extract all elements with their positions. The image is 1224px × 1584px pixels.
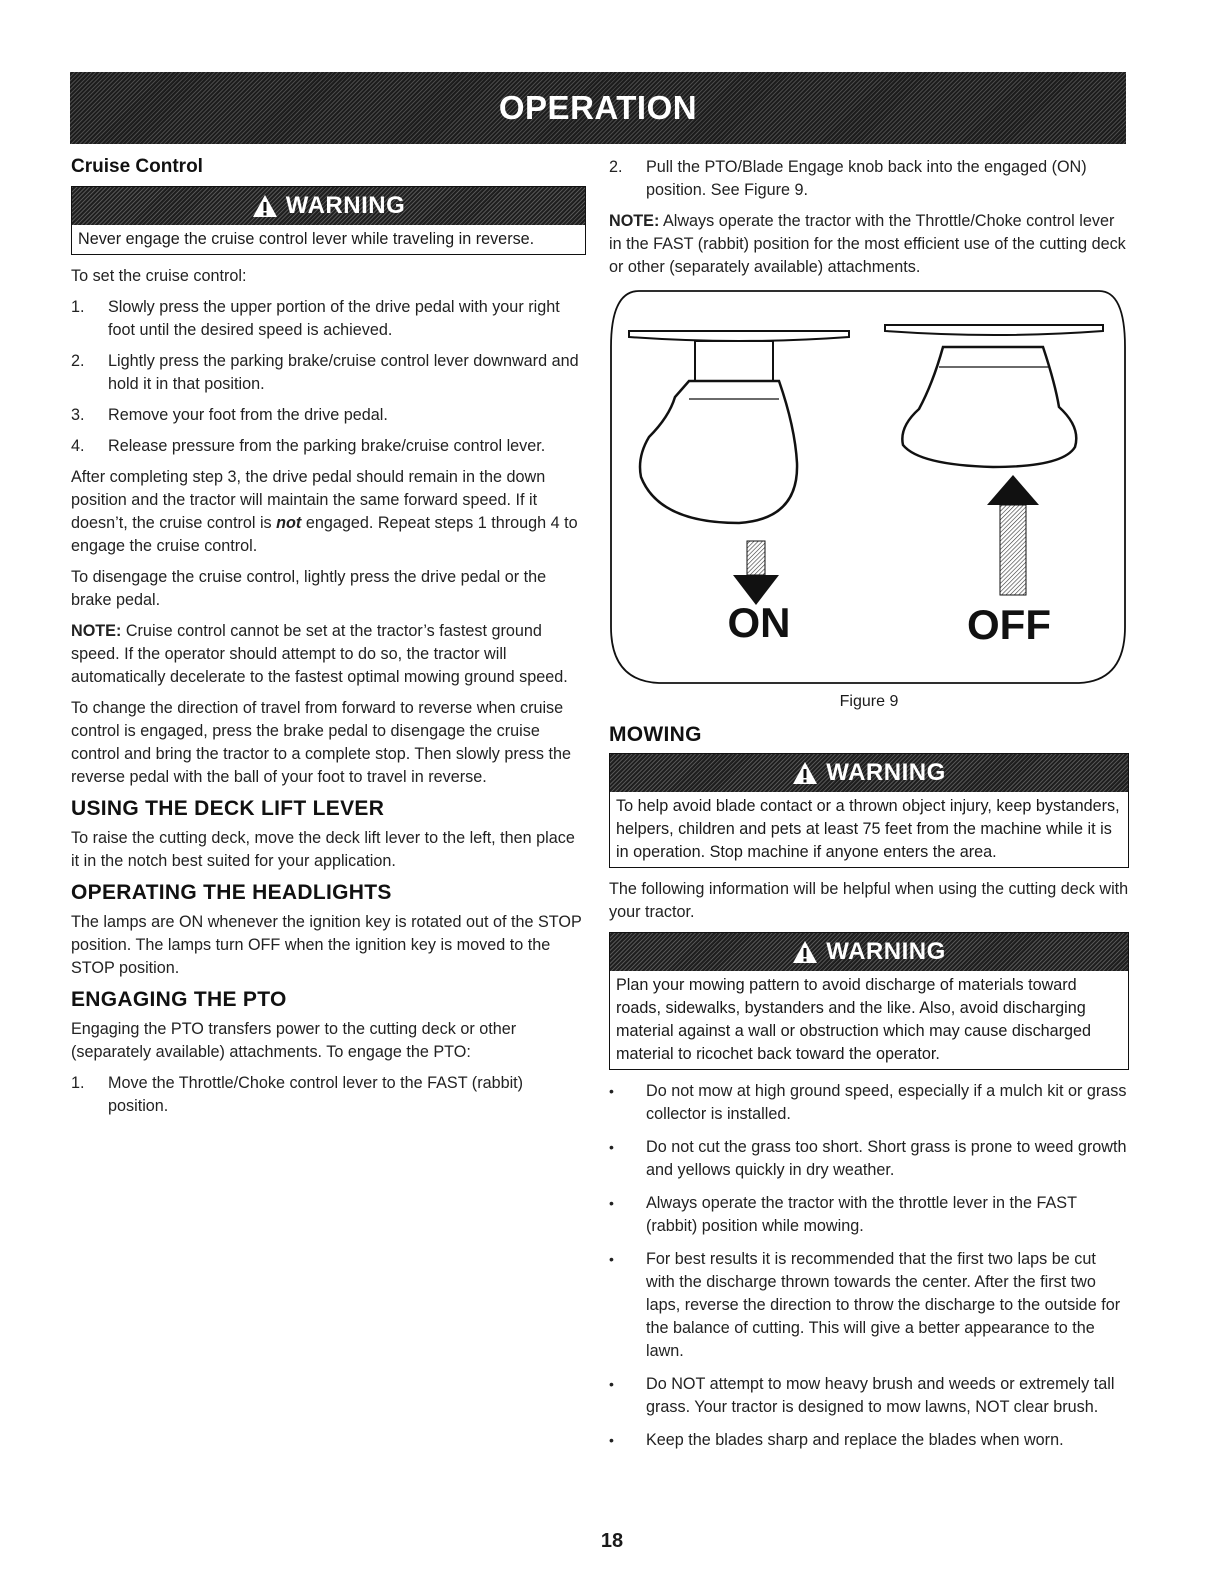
list-item [71, 404, 586, 427]
page-number: 18 [600, 1530, 624, 1552]
mowing-warning-box-1 [609, 753, 1129, 868]
warning-label: WARNING [285, 192, 406, 219]
note-text: Always operate the tractor with the Throttle/Choke control lever in the FAST (rabbit) position for the most efficient use of the cutting deck or other (separately available) attachments. [609, 212, 1126, 276]
cruise-after-paragraph [71, 466, 586, 558]
step-text: Pull the PTO/Blade Engage knob back into the engaged (ON) position. See Figure 9. [646, 158, 1087, 199]
headlights-text: The lamps are ON whenever the ignition key is rotated out of the STOP position. The lamps turn OFF when the ignition key is moved to the STOP position. [71, 913, 582, 977]
step-text: Move the Throttle/Choke control lever to the FAST (rabbit) position. [108, 1074, 524, 1115]
pto-steps [71, 1072, 586, 1118]
step-number: 2. [71, 352, 85, 370]
mowing-warning-box-2 [609, 932, 1129, 1070]
mowing-intro: The following information will be helpful when using the cutting deck with your tractor. [609, 880, 1129, 921]
list-item: • Do not cut the grass too short. Short grass is prone to weed growth and yellows quickly in dry weather. [609, 1136, 1129, 1182]
list-item: • Always operate the tractor with the throttle lever in the FAST (rabbit) position while mowing. [609, 1192, 1129, 1238]
warning-label: WARNING [826, 759, 946, 786]
warning-triangle-icon [792, 761, 818, 785]
list-item: • Keep the blades sharp and replace the blades when worn. [609, 1429, 1129, 1452]
step-number: 1. [71, 1074, 85, 1092]
warning-header [610, 754, 1128, 792]
warning-header [610, 933, 1128, 971]
step-text: Lightly press the parking brake/cruise control lever downward and hold it in that position. [108, 352, 579, 393]
list-item [71, 435, 586, 458]
step-text: Slowly press the upper portion of the drive pedal with your right foot until the desired speed is achieved. [108, 298, 560, 339]
list-item [609, 156, 1129, 202]
headlights-heading: OPERATING THE HEADLIGHTS [71, 881, 392, 904]
pto-note [609, 210, 1129, 279]
note-label: NOTE: [71, 622, 122, 640]
pto-heading: ENGAGING THE PTO [71, 988, 287, 1011]
cruise-control-heading: Cruise Control [71, 156, 203, 177]
note-text: Cruise control cannot be set at the tractor’s fastest ground speed. If the operator should attempt to do so, the tractor will automatically decelerate to the fastest optimal mowing ground speed. [71, 622, 568, 686]
cruise-direction: To change the direction of travel from forward to reverse when cruise control is engaged, press the brake pedal to disengage the cruise control and bring the tractor to a complete stop. Then slowly press the reverse pedal with the ball of your foot to travel in reverse. [71, 699, 571, 786]
figure-9 [609, 287, 1129, 687]
warning-text: Never engage the cruise control lever while traveling in reverse. [78, 230, 535, 248]
deck-lift-heading: USING THE DECK LIFT LEVER [71, 797, 385, 820]
pto-knob-illustration [609, 287, 1129, 687]
step-number: 1. [71, 298, 85, 316]
deck-lift-text: To raise the cutting deck, move the deck lift lever to the left, then place it in the notch best suited for your application. [71, 829, 575, 870]
mowing-heading: MOWING [609, 723, 702, 746]
cruise-intro: To set the cruise control: [71, 267, 247, 285]
list-item: • Do not mow at high ground speed, especially if a mulch kit or grass collector is installed. [609, 1080, 1129, 1126]
figure-caption: Figure 9 [839, 693, 899, 710]
cruise-disengage: To disengage the cruise control, lightly press the drive pedal or the brake pedal. [71, 568, 547, 609]
mowing-tips-list [609, 1080, 1129, 1452]
cruise-steps [71, 296, 586, 458]
step-text: Release pressure from the parking brake/cruise control lever. [108, 437, 546, 455]
list-item: • Do NOT attempt to mow heavy brush and weeds or extremely tall grass. Your tractor is designed to mow lawns, NOT clear brush. [609, 1373, 1129, 1419]
emphasis-text: not [276, 514, 302, 532]
step-number: 4. [71, 437, 85, 455]
warning-triangle-icon [252, 194, 278, 218]
right-column [609, 156, 1129, 1462]
warning-label: WARNING [826, 938, 946, 965]
list-item [71, 296, 586, 342]
text-span: engaged. Repeat steps 1 through 4 to engage the cruise control. [71, 514, 578, 555]
section-banner [70, 72, 1126, 144]
knob-disengaged [885, 325, 1103, 595]
step-text: Remove your foot from the drive pedal. [108, 406, 388, 424]
warning-triangle-icon [792, 940, 818, 964]
step-number: 2. [609, 158, 623, 176]
pto-steps-continued [609, 156, 1129, 202]
warning-text: Plan your mowing pattern to avoid discharge of materials toward roads, sidewalks, bystanders and the like. Also, avoid discharging material against a wall or obstruction which may cause discharged material to ricochet back toward the operator. [616, 976, 1092, 1063]
list-item [71, 1072, 586, 1118]
cruise-warning-box [71, 186, 586, 255]
list-item [71, 350, 586, 396]
pto-text: Engaging the PTO transfers power to the cutting deck or other (separately available) attachments. To engage the PTO: [71, 1020, 517, 1061]
on-label: ON [727, 599, 791, 646]
note-label: NOTE: [609, 212, 660, 230]
warning-text: To help avoid blade contact or a thrown object injury, keep bystanders, helpers, children and pets at least 75 feet from the machine while it is in operation. Stop machine if anyone enters the area. [616, 797, 1120, 861]
cruise-note [71, 620, 586, 689]
section-title: OPERATION [498, 89, 698, 126]
off-label: OFF [967, 601, 1051, 648]
step-number: 3. [71, 406, 85, 424]
left-column [71, 156, 586, 1126]
list-item: • For best results it is recommended that the first two laps be cut with the discharge thrown towards the center. After the first two laps, reverse the direction to throw the discharge to the outside for the balance of cutting. This will give a better appearance to the lawn. [609, 1248, 1129, 1363]
warning-header [72, 187, 585, 225]
knob-engaged [629, 331, 849, 605]
text-span: After completing step 3, the drive pedal should remain in the down position and the tractor will maintain the same forward speed. If it doesn’t, the cruise control is [71, 468, 546, 532]
